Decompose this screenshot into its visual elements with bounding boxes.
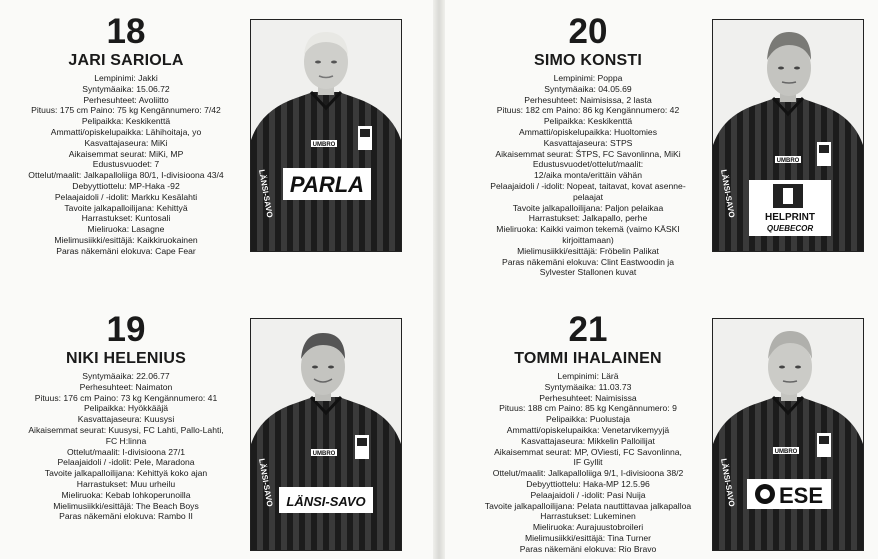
player-number: 20	[568, 12, 608, 51]
detail-line: Ottelut/maalit: Jalkapalloliiga 80/1, I-divisioona 43/4	[28, 170, 224, 181]
sleeve-text: LÄNSI-SAVO	[719, 168, 737, 219]
shirt-sponsor: LÄNSI-SAVO	[286, 494, 366, 509]
detail-line: Paras näkemäni elokuva: Clint Eastwoodin ja	[502, 256, 674, 267]
detail-line: Mieliruoka: Kebab lohkoperunoilla	[61, 489, 191, 500]
detail-line: Mieliruoka: Aurajuustobroileri	[532, 522, 644, 533]
player-name: TOMMI IHALAINEN	[514, 350, 662, 367]
shirt-sponsor: ESE	[778, 483, 824, 508]
detail-line: Pelipaikka: Keskikenttä	[543, 116, 633, 127]
shirt-sponsor: PARLA	[289, 172, 365, 197]
player-details	[470, 73, 706, 278]
detail-line: Edustusvuodet: 7	[92, 159, 160, 170]
detail-line: Pelipaikka: Keskikenttä	[81, 116, 171, 127]
detail-line: Mieliruoka: Kaikki vaimon tekemä (vaimo KÄSKI	[496, 224, 680, 235]
detail-line: FC H:linna	[105, 435, 147, 446]
brand-logo: UMBRO	[776, 158, 800, 164]
detail-line: Aikaisemmat seurat: MP, OViesti, FC Savonlinna,	[494, 446, 682, 457]
player-details	[8, 371, 244, 522]
detail-line: Aikaisemmat seurat: Kuusysi, FC Lahti, Pallo-Lahti,	[28, 424, 224, 435]
player-details	[8, 73, 244, 257]
detail-line: Pelaajaidoli / -idolit: Pasi Nuija	[530, 489, 646, 500]
detail-line: Perhesuhteet: Naimisissa, 2 lasta	[524, 94, 652, 105]
brand-logo: UMBRO	[774, 449, 798, 455]
detail-line: Pelaajaidoli / -idolit: Markku Kesälahti	[54, 191, 198, 202]
detail-line: Tavoite jalkapalloilijana: Kehittyä	[64, 202, 188, 213]
detail-line: Kasvattajaseura: STPS	[543, 137, 633, 148]
page-gutter	[433, 0, 445, 559]
detail-line: kirjoittamaan)	[562, 234, 614, 245]
sleeve-text: LÄNSI-SAVO	[257, 168, 275, 219]
detail-line: Lempinimi: Lärä	[557, 371, 619, 381]
detail-line: Pelaajaidoli / -idolit: Nopeat, taitavat, kovat asenne-	[490, 180, 686, 191]
player-info	[8, 312, 244, 522]
detail-line: Ottelut/maalit: I-divisioona 27/1	[67, 446, 185, 457]
detail-line: Mielimusiikki/esittäjä: Fröbelin Palikat	[517, 245, 659, 256]
detail-line: Ammatti/opiskelupaikka: Lähihoitaja, yo	[50, 126, 202, 137]
detail-line: Lempinimi: Jakki	[94, 73, 158, 83]
player-number: 19	[106, 310, 146, 349]
detail-line: Paras näkemäni elokuva: Rambo II	[59, 511, 193, 522]
detail-line: Mielimusiikki/esittäjä: Tina Turner	[524, 532, 652, 543]
detail-line: Perhesuhteet: Avoliitto	[83, 94, 169, 105]
player-details	[470, 371, 706, 555]
detail-line: Syntymäaika: 04.05.69	[544, 83, 632, 94]
player-photo	[712, 318, 864, 551]
sleeve-text: LÄNSI-SAVO	[719, 457, 737, 508]
player-photo	[250, 318, 402, 551]
detail-line: Kasvattajaseura: Kuusysi	[77, 414, 175, 425]
detail-line: Lempinimi: Poppa	[553, 73, 623, 83]
detail-line: Debyyttiottelu: MP-Haka -92	[72, 180, 180, 191]
shirt-sponsor-2: QUEBECOR	[766, 224, 814, 233]
detail-line: Tavoite jalkapalloilijana: Pelata nauttittavaa jalkapalloa	[484, 500, 692, 511]
player-photo	[712, 19, 864, 252]
detail-line: Ammatti/opiskelupaikka: Venetarvikemyyjä	[506, 424, 670, 435]
detail-line: Perhesuhteet: Naimisissa	[539, 392, 637, 403]
detail-line: pelaajat	[572, 191, 604, 202]
detail-line: Sylvester Stallonen kuvat	[539, 267, 637, 278]
detail-line: Syntymäaika: 11.03.73	[544, 381, 632, 392]
detail-line: Pituus: 188 cm Paino: 85 kg Kengännumero: 9	[499, 403, 677, 414]
shirt-sponsor: HELPRINT	[765, 212, 815, 223]
detail-line: Harrastukset: Kuntosali	[81, 213, 171, 224]
detail-line: Paras näkemäni elokuva: Cape Fear	[56, 245, 196, 256]
detail-line: Pelipaikka: Puolustaja	[545, 414, 631, 425]
player-info	[470, 14, 706, 278]
detail-line: Pituus: 182 cm Paino: 86 kg Kengännumero: 42	[496, 105, 680, 116]
detail-line: Aikaisemmat seurat: MiKi, MP	[68, 148, 184, 159]
player-number: 21	[568, 310, 608, 349]
detail-line: Aikaisemmat seurat: ŠTPS, FC Savonlinna, MiKi	[495, 148, 681, 159]
detail-line: Harrastukset: Jalkapallo, perhe	[528, 213, 648, 224]
detail-line: Pituus: 176 cm Paino: 73 kg Kengännumero: 41	[34, 392, 218, 403]
detail-line: Tavoite jalkapalloilijana: Kehittyä koko ajan	[44, 468, 208, 479]
detail-line: Mielimusiikki/esittäjä: The Beach Boys	[53, 500, 199, 511]
detail-line: Syntymäaika: 22.06.77	[82, 371, 170, 381]
detail-line: Pelipaikka: Hyökkääjä	[83, 403, 169, 414]
detail-line: Tavoite jalkapalloilijana: Paljon pelaikaa	[512, 202, 664, 213]
brand-logo: UMBRO	[312, 451, 336, 457]
detail-line: Ammatti/opiskelupaikka: Huoltomies	[518, 126, 658, 137]
player-number: 18	[106, 12, 146, 51]
detail-line: Mielimusiikki/esittäjä: Kaikkiruokainen	[54, 234, 198, 245]
player-info	[470, 312, 706, 555]
detail-line: 12/aika monta/erittäin vähän	[534, 170, 642, 181]
detail-line: Kasvattajaseura: MiKi	[84, 137, 168, 148]
detail-line: Perhesuhteet: Naimaton	[79, 381, 173, 392]
player-name: JARI SARIOLA	[68, 52, 184, 69]
player-name: SIMO KONSTI	[534, 52, 642, 69]
detail-line: Pelaajaidoli / -idolit: Pele, Maradona	[57, 457, 195, 468]
detail-line: Harrastukset: Muu urheilu	[76, 478, 176, 489]
player-photo	[250, 19, 402, 252]
detail-line: Edustusvuodet/ottelut/maalit:	[532, 159, 644, 170]
brand-logo: UMBRO	[312, 142, 336, 148]
sleeve-text: LÄNSI-SAVO	[257, 457, 275, 508]
player-info	[8, 14, 244, 257]
detail-line: Paras näkemäni elokuva: Rio Bravo	[519, 543, 657, 554]
detail-line: Kasvattajaseura: Mikkelin Palloilijat	[521, 435, 655, 446]
detail-line: Ottelut/maalit: Jalkapalloliiga 9/1, I-divisioona 38/2	[492, 468, 684, 479]
detail-line: Harrastukset: Lukeminen	[540, 511, 636, 522]
detail-line: Mieliruoka: Lasagne	[87, 224, 165, 235]
detail-line: Syntymäaika: 15.06.72	[82, 83, 170, 94]
detail-line: IF Gyllit	[573, 457, 603, 468]
player-name: NIKI HELENIUS	[66, 350, 186, 367]
detail-line: Pituus: 175 cm Paino: 75 kg Kengännumero: 7/42	[31, 105, 221, 116]
detail-line: Debyyttiottelu: Haka-MP 12.5.96	[526, 478, 650, 489]
